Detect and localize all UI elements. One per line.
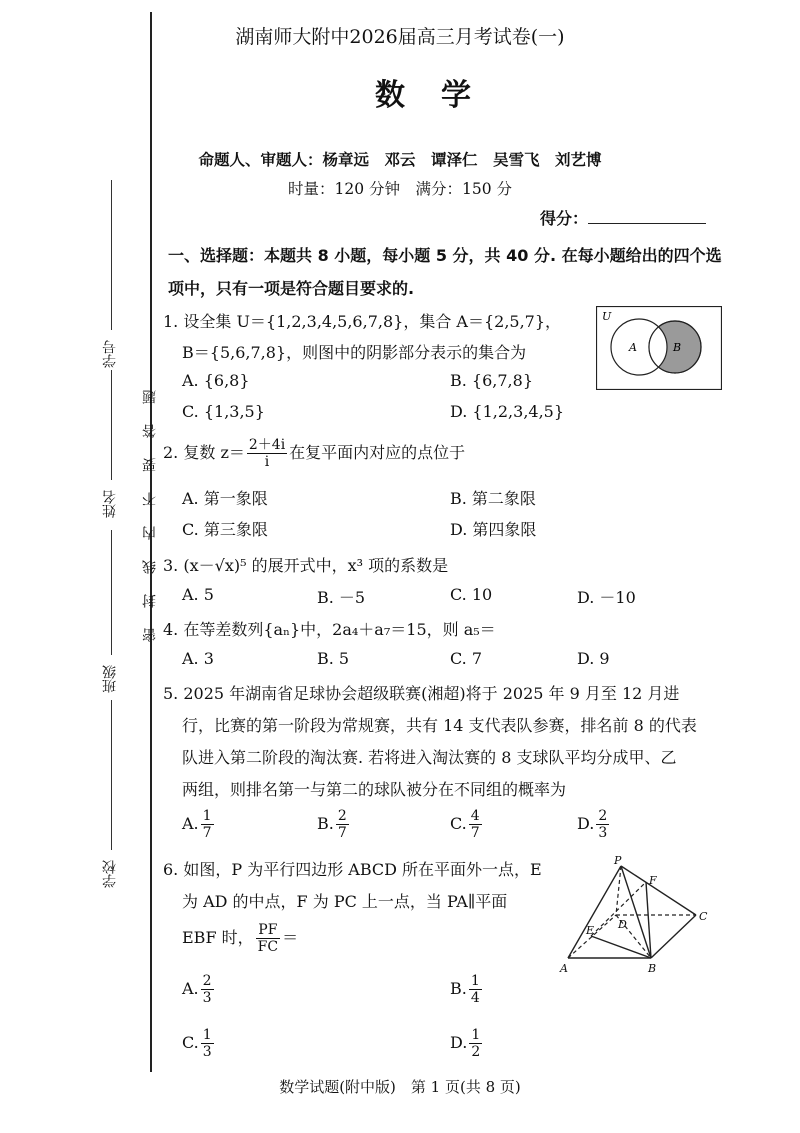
q6-line2: 为 AD 的中点，F 为 PC 上一点，当 PA∥平面 [182, 892, 508, 911]
q5-option-b[interactable]: B. $\frac{2}{7}$ [317, 808, 347, 842]
q4-option-d[interactable]: D. 9 [577, 649, 610, 668]
q3-option-d[interactable]: D. －10 [577, 588, 636, 607]
label-b: B [648, 962, 657, 975]
q2-option-a[interactable]: A. 第一象限 [182, 489, 268, 508]
label-p: P [614, 854, 622, 867]
q6-line3: EBF 时， $\frac{PF}{FC}$ ＝ [182, 922, 299, 956]
q1-option-d[interactable]: D. {1,2,3,4,5} [450, 402, 565, 421]
class-label: 班级 [102, 665, 118, 693]
student-id-label: 学号 [102, 340, 118, 368]
exam-title: 湖南师大附中2026届高三月考试卷(一) [235, 26, 565, 48]
name-blank[interactable] [111, 370, 112, 480]
student-id-blank[interactable] [111, 180, 112, 330]
q5-option-c[interactable]: C. $\frac{4}{7}$ [450, 808, 480, 842]
venn-label-u: U [602, 310, 612, 323]
q6-line1: 6. 如图，P 为平行四边形 ABCD 所在平面外一点，E [163, 860, 542, 879]
q2-stem: 2. 复数 z＝ $\frac{2+4i}{i}$ 在复平面内对应的点位于 [163, 437, 466, 471]
label-c: C [699, 910, 708, 923]
q3-option-b[interactable]: B. －5 [317, 588, 366, 607]
q6-option-c[interactable]: C. $\frac{1}{3}$ [182, 1027, 212, 1061]
pyramid-figure [556, 852, 716, 980]
q5-option-a[interactable]: A. $\frac{1}{7}$ [182, 808, 212, 842]
q2-option-c[interactable]: C. 第三象限 [182, 520, 268, 539]
edge-eb [591, 936, 651, 958]
school-blank[interactable] [111, 700, 112, 850]
q6-option-a[interactable]: A. $\frac{2}{3}$ [182, 973, 212, 1007]
q4-option-c[interactable]: C. 7 [450, 649, 483, 668]
venn-diagram [596, 306, 722, 390]
subject-title: 数学 [375, 78, 507, 113]
edge-pc [621, 866, 696, 915]
q5-line3: 队进入第二阶段的淘汰赛. 若将进入淘汰赛的 8 支球队平均分成甲、乙 [182, 748, 677, 767]
page-footer: 数学试题(附中版) 第 1 页(共 8 页) [279, 1078, 521, 1096]
score-label: 得分： [540, 209, 589, 228]
q2-option-d[interactable]: D. 第四象限 [450, 520, 537, 539]
q5-line4: 两组，则排名第一与第二的球队被分在不同组的概率为 [182, 780, 567, 799]
edge-pb [621, 866, 651, 958]
q6-option-b[interactable]: B. $\frac{1}{4}$ [450, 973, 480, 1007]
name-label: 姓名 [102, 490, 118, 518]
section1-line2: 项中，只有一项是符合题目要求的. [168, 279, 415, 298]
q3-option-c[interactable]: C. 10 [450, 585, 493, 604]
label-f: F [649, 874, 657, 887]
seal-notice: 密封线内不要答题 [142, 370, 158, 642]
label-d: D [618, 918, 627, 931]
q5-line1: 5. 2025 年湖南省足球协会超级联赛(湘超)将于 2025 年 9 月至 12 月进 [163, 684, 680, 703]
time-info: 时量：120 分钟 满分：150 分 [287, 180, 513, 198]
venn-label-b: B [673, 341, 682, 354]
q1-line2: B＝{5,6,7,8}，则图中的阴影部分表示的集合为 [182, 343, 527, 362]
q3-stem: 3. (x－√x)⁵ 的展开式中，x³ 项的系数是 [163, 556, 449, 575]
q2-fraction: $\frac{2+4i}{i}$ [248, 437, 286, 471]
q6-option-d[interactable]: D. $\frac{1}{2}$ [450, 1027, 481, 1061]
q1-line1: 1. 设全集 U＝{1,2,3,4,5,6,7,8}，集合 A＝{2,5,7}， [163, 312, 562, 331]
class-blank[interactable] [111, 530, 112, 655]
q4-option-b[interactable]: B. 5 [317, 649, 350, 668]
label-e: E [586, 924, 595, 937]
q1-option-c[interactable]: C. {1,3,5} [182, 402, 265, 421]
school-label: 学校 [102, 860, 118, 888]
q4-option-a[interactable]: A. 3 [182, 649, 214, 668]
label-a: A [560, 962, 568, 975]
q1-option-a[interactable]: A. {6,8} [182, 371, 250, 390]
section1-line1: 一、选择题：本题共 8 小题，每小题 5 分，共 40 分. 在每小题给出的四个选 [168, 246, 722, 265]
q3-option-a[interactable]: A. 5 [182, 585, 214, 604]
q5-option-d[interactable]: D. $\frac{2}{3}$ [577, 808, 608, 842]
q5-line2: 行，比赛的第一阶段为常规赛，共有 14 支代表队参赛，排名前 8 的代表 [182, 716, 697, 735]
score-blank[interactable] [588, 223, 706, 224]
q2-option-b[interactable]: B. 第二象限 [450, 489, 536, 508]
edge-bc [651, 915, 696, 958]
q4-stem: 4. 在等差数列{aₙ}中，2a₄＋a₇＝15，则 a₅＝ [163, 620, 496, 639]
authors-line: 命题人、审题人：杨章远 邓云 谭泽仁 吴雪飞 刘艺博 [198, 151, 602, 169]
q1-option-b[interactable]: B. {6,7,8} [450, 371, 533, 390]
venn-label-a: A [629, 341, 637, 354]
